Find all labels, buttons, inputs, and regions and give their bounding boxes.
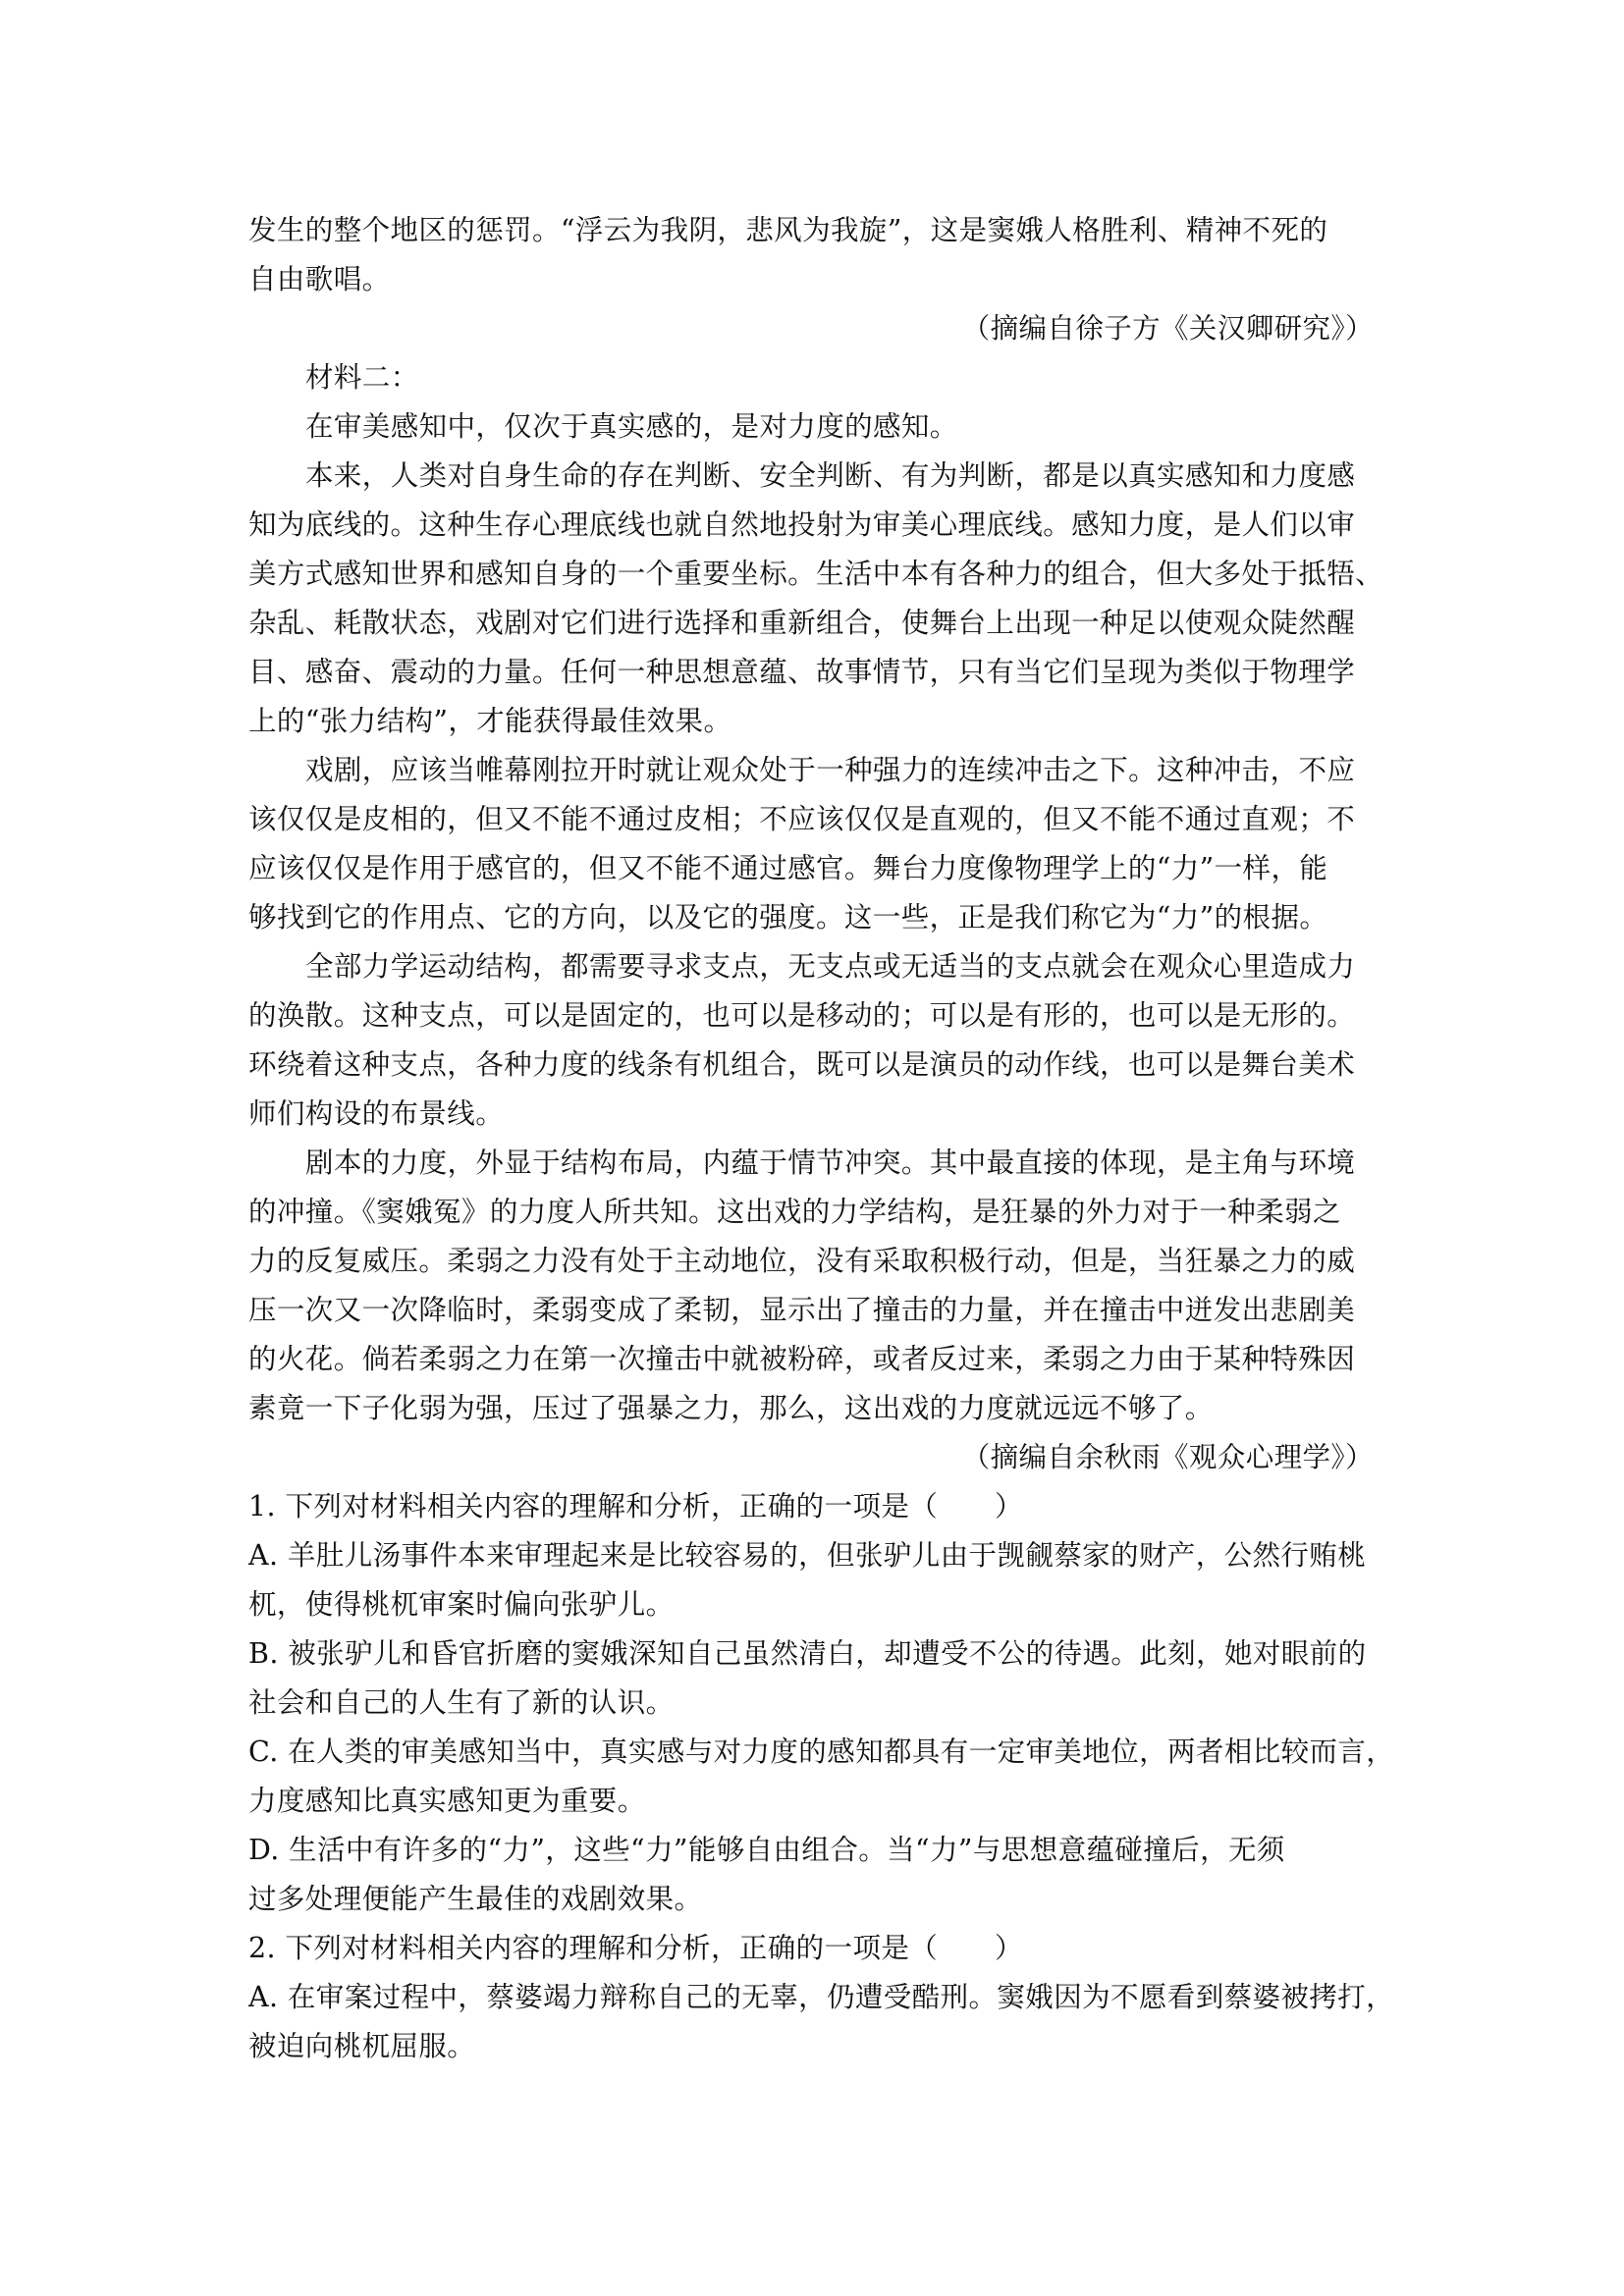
text-line: 杌，使得桃杌审案时偏向张驴儿。 xyxy=(248,1588,675,1621)
text-line: 杂乱、耗散状态，戏剧对它们进行选择和重新组合，使舞台上出现一种足以使观众陡然醒 xyxy=(248,607,1356,639)
continuation-paragraph xyxy=(248,206,1376,304)
source-citation: （摘编自余秋雨《观众心理学》） xyxy=(961,1441,1374,1473)
question-option xyxy=(248,1629,1376,1728)
text-line: 压一次又一次降临时，柔弱变成了柔韧，显示出了撞击的力量，并在撞击中迸发出悲剧美 xyxy=(248,1294,1356,1326)
text-line: 环绕着这种支点，各种力度的线条有机组合，既可以是演员的动作线，也可以是舞台美术 xyxy=(248,1048,1356,1081)
text-line: 的火花。倘若柔弱之力在第一次撞击中就被粉碎，或者反过来，柔弱之力由于某种特殊因 xyxy=(248,1343,1356,1375)
text-line: 剧本的力度，外显于结构布局，内蕴于情节冲突。其中最直接的体现，是主角与环境 xyxy=(305,1147,1356,1179)
paragraph xyxy=(248,942,1376,1139)
text-line: 素竟一下子化弱为强，压过了强暴之力，那么，这出戏的力度就远远不够了。 xyxy=(248,1392,1214,1424)
paragraph xyxy=(248,746,1376,942)
text-line: 本来，人类对自身生命的存在判断、安全判断、有为判断，都是以真实感知和力度感 xyxy=(305,459,1356,492)
text-line: 上的“张力结构”，才能获得最佳效果。 xyxy=(248,705,732,737)
text-line: 知为底线的。这种生存心理底线也就自然地投射为审美心理底线。感知力度，是人们以审 xyxy=(248,508,1356,541)
paragraph xyxy=(248,1139,1376,1433)
text-line: 美方式感知世界和感知自身的一个重要坐标。生活中本有各种力的组合，但大多处于抵牾、 xyxy=(248,558,1384,590)
text-line: 的冲撞。《窦娥冤》的力度人所共知。这出戏的力学结构，是狂暴的外力对于一种柔弱之 xyxy=(248,1196,1341,1228)
paragraph xyxy=(248,402,1376,452)
text-line: A. 羊肚儿汤事件本来审理起来是比较容易的，但张驴儿由于觊觎蔡家的财产，公然行贿桃 xyxy=(248,1539,1367,1572)
text-line: 师们构设的布景线。 xyxy=(248,1097,505,1130)
paragraph xyxy=(248,452,1384,746)
question-stem: 2. 下列对材料相关内容的理解和分析，正确的一项是（ ） xyxy=(248,1932,1023,1964)
text-line: 自由歌唱。 xyxy=(248,263,391,295)
text-line: 的涣散。这种支点，可以是固定的，也可以是移动的；可以是有形的，也可以是无形的。 xyxy=(248,999,1356,1032)
question-option xyxy=(248,1826,1376,1924)
text-line: 力度感知比真实感知更为重要。 xyxy=(248,1785,646,1817)
text-line: 力的反复威压。柔弱之力没有处于主动地位，没有采取积极行动，但是，当狂暴之力的威 xyxy=(248,1245,1356,1277)
text-line: 过多处理便能产生最佳的戏剧效果。 xyxy=(248,1883,703,1915)
text-line: B. 被张驴儿和昏官折磨的窦娥深知自己虽然清白，却遭受不公的待遇。此刻，她对眼前的 xyxy=(248,1637,1367,1670)
text-line: 全部力学运动结构，都需要寻求支点，无支点或无适当的支点就会在观众心里造成力 xyxy=(305,950,1356,983)
question-option xyxy=(248,1973,1395,2071)
question-stem: 1. 下列对材料相关内容的理解和分析，正确的一项是（ ） xyxy=(248,1490,1023,1522)
material-heading: 材料二： xyxy=(305,361,419,394)
question xyxy=(248,1924,1395,2071)
question-option xyxy=(248,1531,1376,1629)
source-citation: （摘编自徐子方《关汉卿研究》） xyxy=(961,312,1374,345)
text-line: 发生的整个地区的惩罚。“浮云为我阴，悲风为我旋”，这是窦娥人格胜利、精神不死的 xyxy=(248,214,1328,246)
text-line: 应该仅仅是作用于感官的，但又不能不通过感官。舞台力度像物理学上的“力”一样，能 xyxy=(248,852,1328,884)
text-line: C. 在人类的审美感知当中，真实感与对力度的感知都具有一定审美地位，两者相比较而言， xyxy=(248,1735,1395,1768)
document-page xyxy=(248,206,1395,2071)
question-option xyxy=(248,1728,1395,1826)
text-line: 戏剧，应该当帷幕刚拉开时就让观众处于一种强力的连续冲击之下。这种冲击，不应 xyxy=(305,754,1356,786)
text-line: 社会和自己的人生有了新的认识。 xyxy=(248,1686,675,1719)
text-line: A. 在审案过程中，蔡婆竭力辩称自己的无辜，仍遭受酷刑。窦娥因为不愿看到蔡婆被拷打， xyxy=(248,1981,1395,2013)
text-line: 目、感奋、震动的力量。任何一种思想意蕴、故事情节，只有当它们呈现为类似于物理学 xyxy=(248,656,1356,688)
text-line: 够找到它的作用点、它的方向，以及它的强度。这一些，正是我们称它为“力”的根据。 xyxy=(248,901,1328,934)
text-line: 该仅仅是皮相的，但又不能不通过皮相；不应该仅仅是直观的，但又不能不通过直观；不 xyxy=(248,803,1356,835)
text-line: D. 生活中有许多的“力”，这些“力”能够自由组合。当“力”与思想意蕴碰撞后，无须 xyxy=(248,1834,1285,1866)
question xyxy=(248,1482,1395,1924)
text-line: 被迫向桃杌屈服。 xyxy=(248,2030,476,2062)
text-line: 在审美感知中，仅次于真实感的，是对力度的感知。 xyxy=(305,410,958,443)
